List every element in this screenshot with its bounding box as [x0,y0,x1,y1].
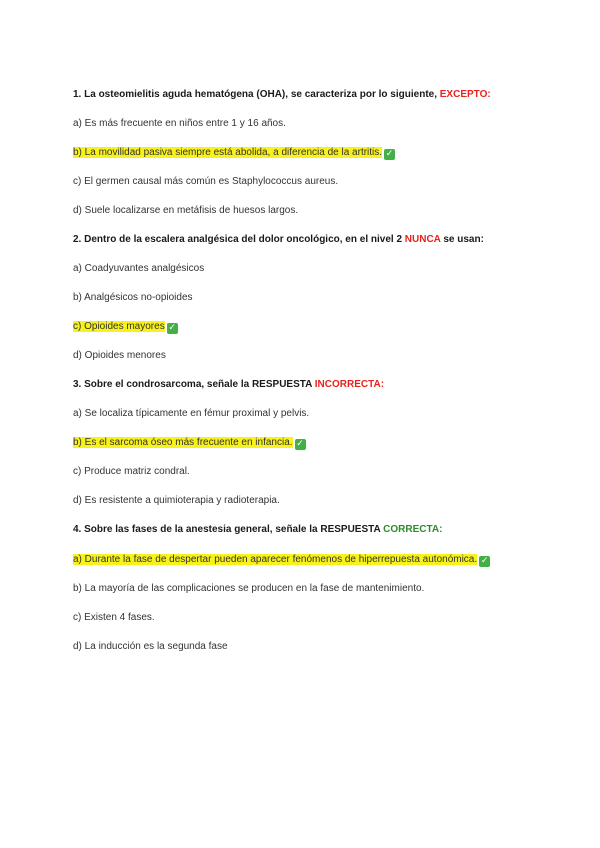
q4-option-b: b) La mayoría de las complicaciones se producen en la fase de mantenimiento. [73,583,425,594]
q1-option-c: c) El germen causal más común es Staphylococcus aureus. [73,176,339,187]
question-2-emphasis: NUNCA [404,234,441,245]
question-4-emphasis: CORRECTA: [383,524,443,535]
q3-option-d: d) Es resistente a quimioterapia y radioterapia. [73,495,280,506]
question-1 [73,88,491,101]
q4-option-c: c) Existen 4 fases. [73,612,155,623]
q1-option-d: d) Suele localizarse en metáfisis de huesos largos. [73,205,299,216]
highlighted-answer: a) Durante la fase de despertar pueden aparecer fenómenos de hiperrepuesta autonómica. [73,554,478,565]
question-2-text: 2. Dentro de la escalera analgésica del dolor oncológico, en el nivel 2 [73,234,405,245]
question-2 [73,233,484,246]
question-4 [73,523,442,536]
q2-option-c-correct [73,320,178,334]
highlighted-answer: b) Es el sarcoma óseo más frecuente en infancia. [73,437,293,448]
q2-option-d: d) Opioides menores [73,350,166,361]
question-4-text: 4. Sobre las fases de la anestesia general, señale la RESPUESTA [73,524,384,535]
check-mark-icon: ✓ [385,149,394,159]
check-mark-icon: ✓ [296,439,304,449]
check-mark-icon: ✓ [480,556,489,566]
q2-option-b: b) Analgésicos no-opioides [73,292,193,303]
q2-option-a: a) Coadyuvantes analgésicos [73,263,205,274]
q1-option-a: a) Es más frecuente en niños entre 1 y 16 años. [73,118,286,129]
check-mark-icon: ✓ [168,323,176,333]
q4-option-a-correct [73,553,490,567]
highlighted-answer: c) Opioides mayores [73,321,165,332]
q1-option-b-correct [73,146,395,160]
question-1-emphasis: EXCEPTO: [439,89,491,100]
question-2-suffix: se usan: [440,234,484,245]
q3-option-a: a) Se localiza típicamente en fémur proximal y pelvis. [73,408,310,419]
q4-option-d: d) La inducción es la segunda fase [73,641,228,652]
question-1-text: 1. La osteomielitis aguda hematógena (OHA), se caracteriza por lo siguiente, [73,89,440,100]
q3-option-b-correct [73,436,306,450]
question-3-emphasis: INCORRECTA: [314,379,385,390]
question-3-text: 3. Sobre el condrosarcoma, señale la RESPUESTA [73,379,315,390]
question-3 [73,378,384,391]
highlighted-answer: b) La movilidad pasiva siempre está abolida, a diferencia de la artritis. [73,147,383,158]
q3-option-c: c) Produce matriz condral. [73,466,190,477]
